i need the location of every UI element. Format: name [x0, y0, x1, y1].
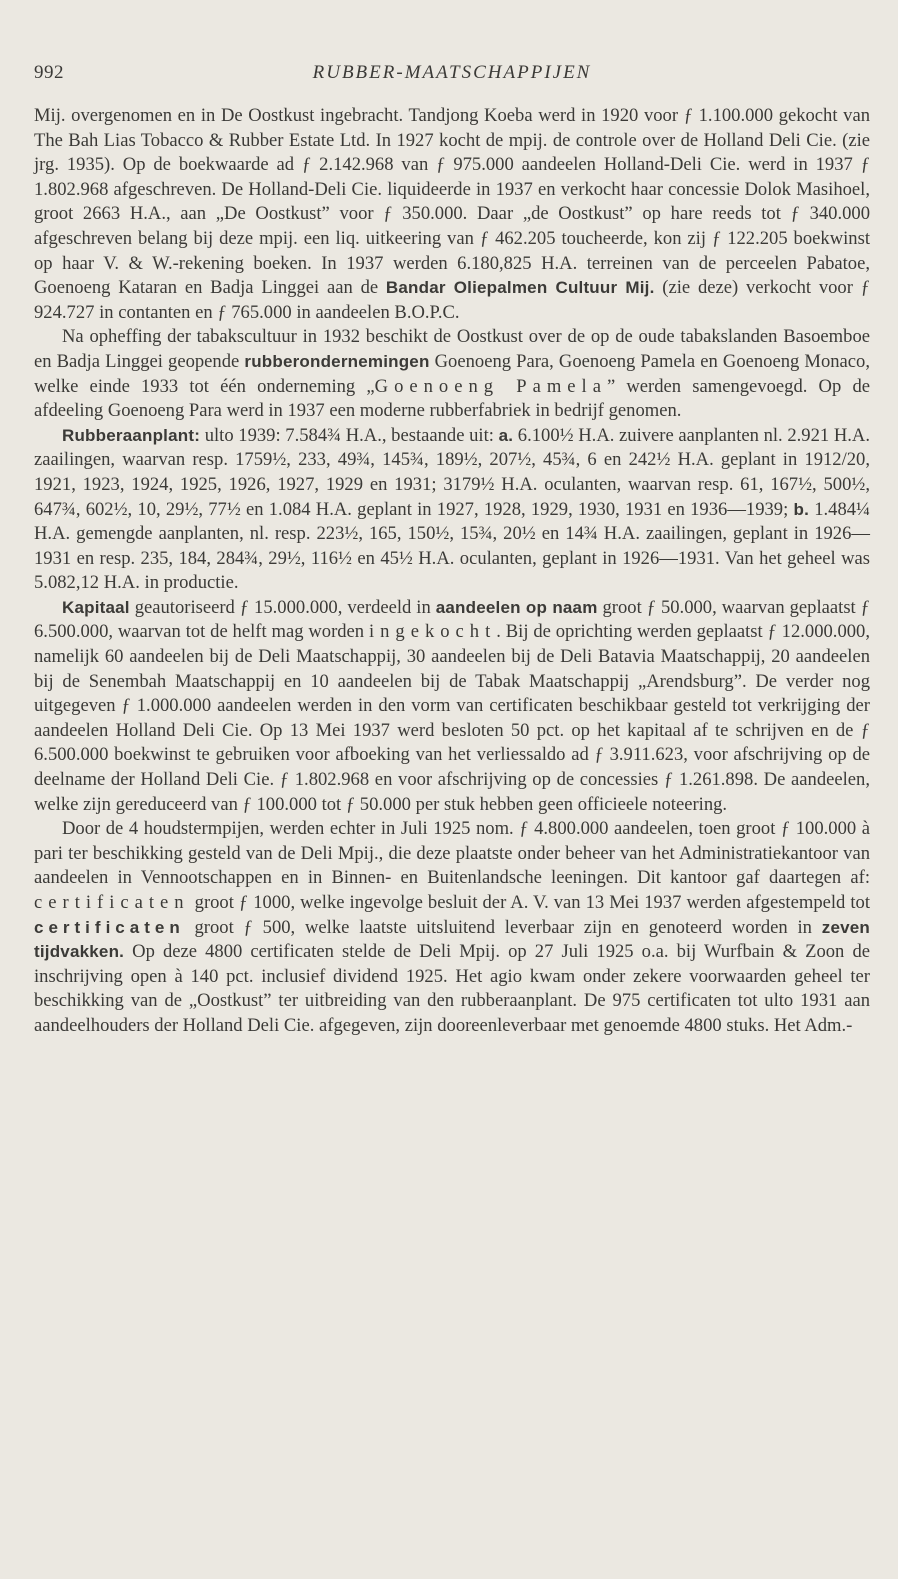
text-run: ulto 1939: 7.584¾ H.A., bestaande uit: — [200, 424, 499, 446]
text-run: Na opheffing der tabakscultuur in 1932 beschikt de Oostkust over de op de oude tabakslanden Basoemboe en Badja Linggei geopende — [34, 326, 870, 372]
bold-term: aandeelen op naam — [435, 597, 598, 617]
paragraph-rubber-estates — [34, 325, 870, 423]
running-head — [34, 62, 870, 92]
bold-term: Rubberaanplant: — [62, 425, 201, 445]
spaced-term: certificaten — [34, 892, 190, 913]
bold-term: Bandar Oliepalmen Cultuur Mij. — [385, 278, 655, 298]
text-run: Mij. overgenomen en in De Oostkust ingebracht. Tandjong Koeba werd in 1920 voor ƒ 1.100.000 gekocht van The Bah Lias Tobacco & Rubber Estate Ltd. In 1927 kocht de mpij. de controle over de Holland Deli Cie. (zie jrg. 1935). Op de boekwaarde ad ƒ 2.142.968 van ƒ 975.000 aandeelen Holland-Deli Cie. werd in 1937 ƒ 1.802.968 afgeschreven. De Holland-Deli Cie. liquideerde in 1937 en verkocht haar concessie Dolok Masihoel, groot 2663 H.A., aan „De Oostkust” voor ƒ 350.000. Daar „de Oostkust” op hare reeds tot ƒ 340.000 afgeschreven belang bij deze mpij. een liq. uitkeering van ƒ 462.205 toucheerde, kon zij ƒ 122.205 boekwinst op haar V. & W.-rekening boeken. In 1937 werden 6.180,825 H.A. terreinen van de perceelen Pabatoe, Goenoeng Kataran en Badja Linggei aan de — [34, 105, 870, 299]
text-run: Op deze 4800 certificaten stelde de Deli Mpij. op 27 Juli 1925 o.a. bij Wurfbain & Zoon de inschrijving open à 140 pct. inclusief dividend 1925. Het agio kwam onder zekere voorwaarden geheel ter beschikking van de „Oostkust” ter uitbreiding van den rubberaanplant. De 975 certificaten tot ulto 1931 aan aandeelhouders der Holland Deli Cie. afgegeven, zijn dooreenleverbaar met genoemde 4800 stuks. Het Adm.- — [34, 941, 870, 1036]
paragraph-certificates — [34, 817, 870, 1038]
text-run: groot ƒ 500, welke laatste uitsluitend leverbaar zijn en genoteerd worden in — [184, 916, 822, 938]
paragraph-rubber-planting — [34, 424, 870, 596]
text-run: geautoriseerd ƒ 15.000.000, verdeeld in — [129, 596, 436, 618]
text-run: groot ƒ 1000, welke ingevolge besluit der A. V. van 13 Mei 1937 werden afgestempeld tot — [189, 892, 870, 913]
paragraph-history — [34, 104, 870, 325]
body-text — [34, 104, 870, 1039]
text-run: ” werden samengevoegd. Op de afdeeling Goenoeng Para werd in 1937 een moderne rubberfabriek in bedrijf genomen. — [34, 375, 871, 422]
text-run: (zie deze) verkocht voor ƒ 924.727 in contanten en ƒ 765.000 in aandeelen B.O.P.C. — [34, 277, 871, 323]
text-run: Door de 4 houdstermpijen, werden echter in Juli 1925 nom. ƒ 4.800.000 aandeelen, toen groot ƒ 100.000 à pari ter beschikking gesteld van de Deli Mpij., die deze plaatste onder beheer van het Administratiekantoor van aandeelen in Vennootschappen en in Binnen- en Buitenlandsche leeningen. Dit kantoor gaf daartegen af: — [34, 818, 870, 889]
text-run: . Bij de oprichting werden geplaatst ƒ 12.000.000, namelijk 60 aandeelen bij de Deli Maatschappij, 30 aandeelen bij de Deli Batavia Maatschappij, 20 aandeelen bij de Senembah Maatschappij en 10 aandeelen bij de Tabak Maatschappij „Arendsburg”. De verder nog uitgegeven ƒ 1.000.000 aandeelen werden in den vorm van certificaten beschikbaar gesteld tot verkrijging der aandeelen Holland Deli Cie. Op 13 Mei 1937 werd besloten 50 pct. op het kapitaal af te schrijven en de ƒ 6.500.000 boekwinst te gebruiken voor afboeking van het verliessaldo ad ƒ 3.911.623, voor afschrijving op de deelname der Holland Deli Cie. ƒ 1.802.968 en voor afschrijving op de concessies ƒ 1.261.898. De aandeelen, welke zijn gereduceerd van ƒ 100.000 tot ƒ 50.000 per stuk hebben geen officieele noteering. — [34, 621, 870, 815]
bold-term: zeven tijdvakken. — [34, 917, 870, 962]
spaced-term: ingekocht — [368, 621, 497, 643]
text-run: Goenoeng Para, Goenoeng Pamela en Goenoeng Monaco, welke einde 1933 tot één onderneming „ — [34, 350, 870, 397]
bold-term: Kapitaal — [62, 597, 130, 617]
running-title: RUBBER-MAATSCHAPPIJEN — [312, 62, 592, 83]
spaced-term: Goenoeng Pamela — [374, 375, 607, 397]
bold-term: b. — [793, 499, 809, 519]
text-run: 6.100½ H.A. zuivere aanplanten nl. 2.921 H.A. zaailingen, waarvan resp. 1759½, 233, 49¾, 145¾, 189½, 207½, 45¾, 6 en 242½ H.A. geplant in 1912/20, 1921, 1923, 1924, 1925, 1926, 1927, 1929 en 1931; 3179½ H.A. oculanten, waarvan resp. 61, 167½, 500½, 647¾, 602½, 10, 29½, 77½ en 1.084 H.A. geplant in 1927, 1928, 1929, 1930, 1931 en 1936—1939; — [34, 424, 870, 520]
text-run: groot ƒ 50.000, waarvan geplaatst ƒ 6.500.000, waarvan tot de helft mag worden — [34, 596, 870, 643]
paragraph-capital — [34, 596, 870, 817]
text-run: 1.484¼ H.A. gemengde aanplanten, nl. resp. 223½, 165, 150½, 15¾, 20½ en 14¾ H.A. zaailingen, geplant in 1926—1931 en resp. 235, 184, 284¾, 29½, 116½ en 45½ H.A. oculanten, geplant in 1926—1931. Van het geheel was 5.082,12 H.A. in productie. — [34, 498, 870, 594]
bold-term: rubberondernemingen — [244, 351, 430, 371]
bold-term: a. — [498, 425, 514, 445]
page-number: 992 — [34, 62, 64, 83]
spaced-bold-term: certificaten — [34, 917, 185, 937]
